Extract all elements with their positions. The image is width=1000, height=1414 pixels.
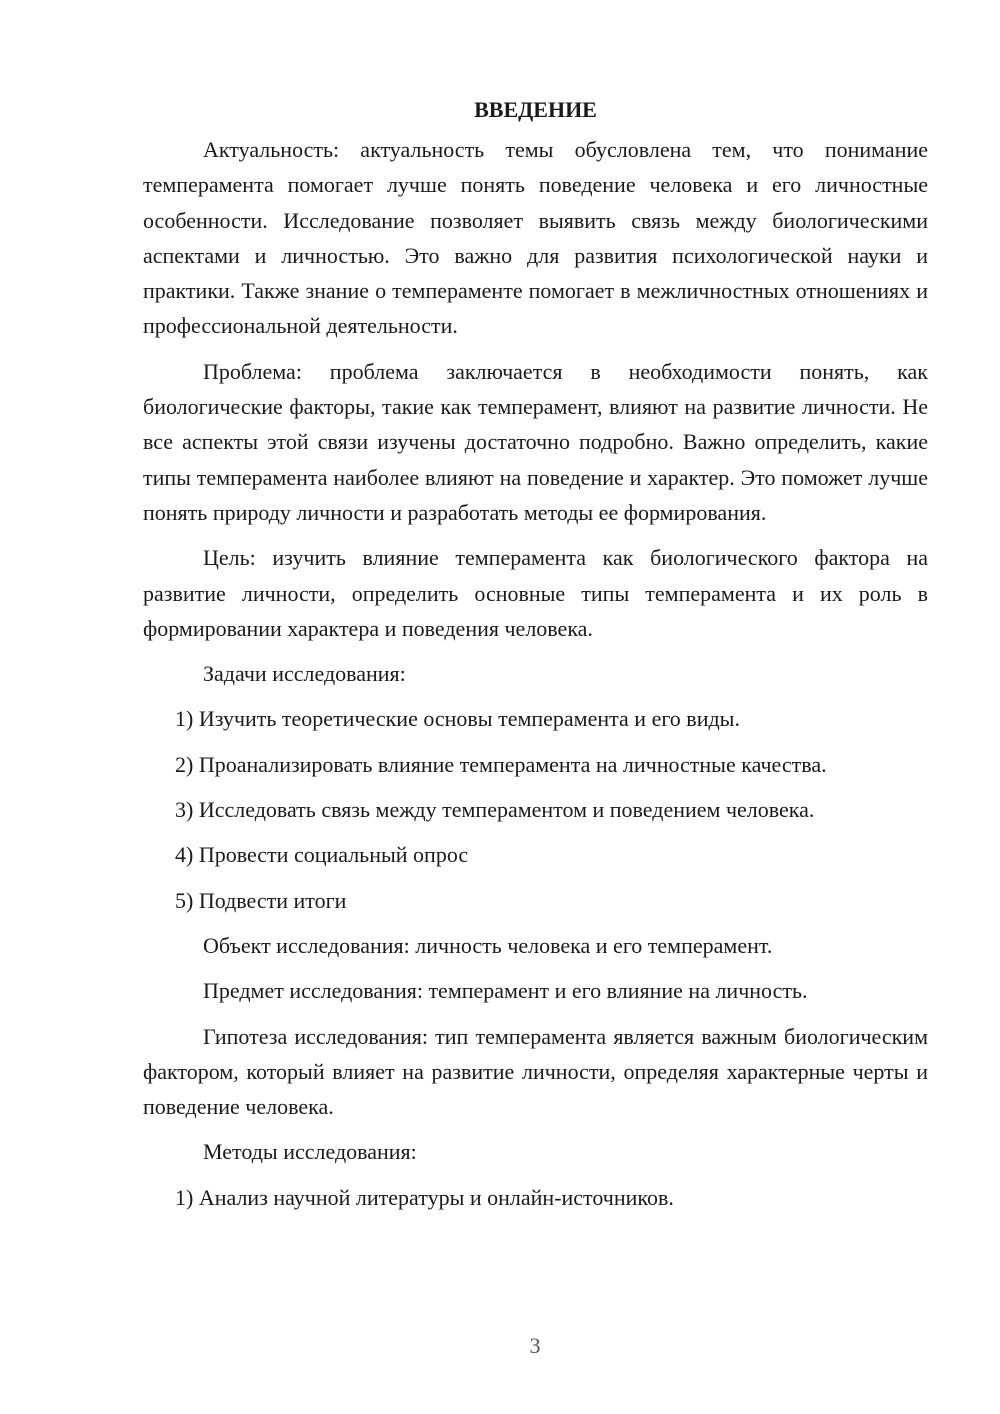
- problem-paragraph: Проблема: проблема заключается в необходимости понять, как биологические факторы, такие как темперамент, влияют на развитие личности. Не все аспекты этой связи изучены достаточно подробно. Важно определить, какие типы темперамента наиболее влияют на поведение и характер. Это поможет лучше понять природу личности и разработать методы ее формирования.: [143, 358, 928, 525]
- task-item: 2) Проанализировать влияние темперамента на личностные качества.: [175, 751, 827, 777]
- methods-heading: Методы исследования:: [203, 1139, 417, 1165]
- object-paragraph: Объект исследования: личность человека и его темперамент.: [203, 932, 773, 958]
- task-item: 5) Подвести итоги: [175, 887, 347, 913]
- task-item: 4) Провести социальный опрос: [175, 842, 469, 868]
- subject-paragraph: Предмет исследования: темперамент и его влияние на личность.: [203, 978, 808, 1004]
- relevance-paragraph: Актуальность: актуальность темы обусловлена тем, что понимание темперамента помогает лучше понять поведение человека и его личностные особенности. Исследование позволяет выявить связь между биологическими аспектами и личностью. Это важно для развития психологической науки и практики. Также знание о темпераменте помогает в межличностных отношениях и профессиональной деятельности.: [143, 137, 928, 339]
- task-item: 3) Исследовать связь между темпераментом и поведением человека.: [175, 797, 815, 823]
- tasks-heading: Задачи исследования:: [203, 661, 406, 687]
- method-item: 1) Анализ научной литературы и онлайн-источников.: [175, 1184, 674, 1210]
- page-number: 3: [529, 1333, 541, 1358]
- task-item: 1) Изучить теоретические основы темперамента и его виды.: [175, 706, 740, 732]
- page-title: ВВЕДЕНИЕ: [474, 97, 597, 122]
- hypothesis-paragraph: Гипотеза исследования: тип темперамента является важным биологическим фактором, который влияет на развитие личности, определяя характерные черты и поведение человека.: [143, 1023, 928, 1120]
- goal-paragraph: Цель: изучить влияние темперамента как биологического фактора на развитие личности, определить основные типы темперамента и их роль в формировании характера и поведения человека.: [143, 545, 928, 641]
- document-page: [143, 95, 928, 1225]
